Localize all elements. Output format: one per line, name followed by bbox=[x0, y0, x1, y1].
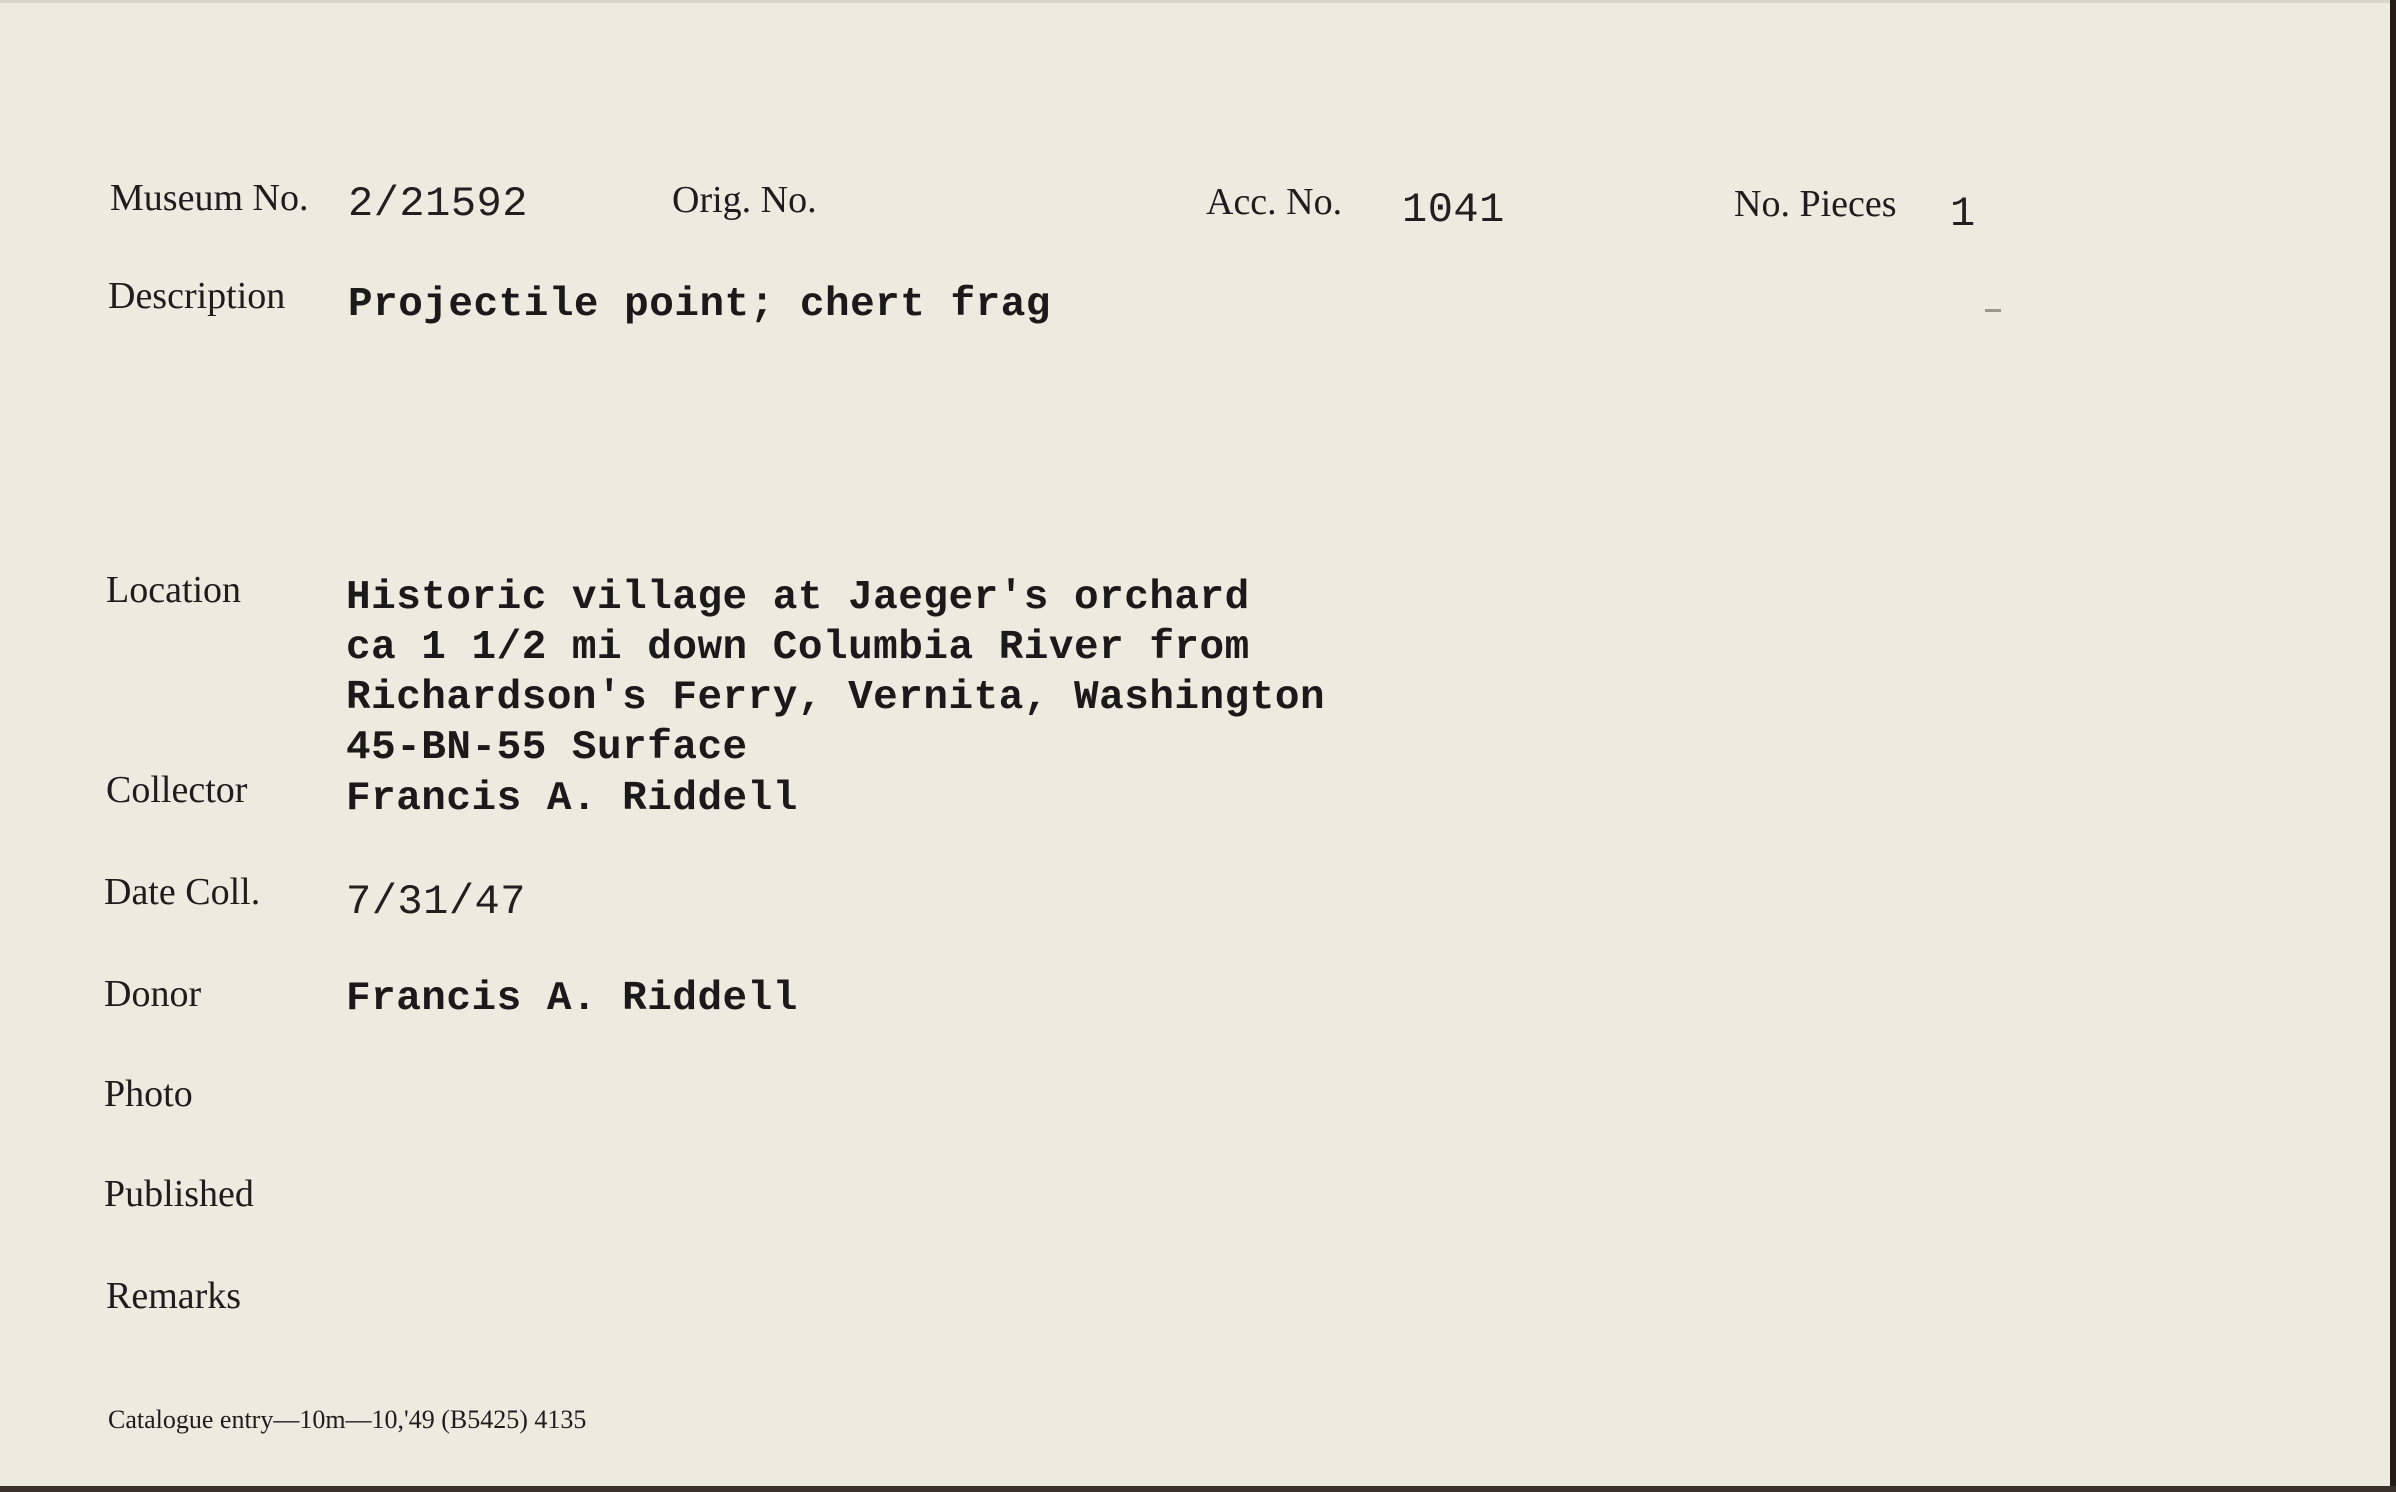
published-label: Published bbox=[104, 1173, 254, 1215]
donor-value: Francis A. Riddell bbox=[346, 976, 798, 1022]
museum-no-value: 2/21592 bbox=[348, 180, 528, 228]
description-value: Projectile point; chert frag bbox=[348, 282, 1051, 328]
location-line: 45-BN-55 Surface bbox=[346, 725, 748, 771]
location-line: ca 1 1/2 mi down Columbia River from bbox=[346, 625, 1250, 671]
acc-no-label: Acc. No. bbox=[1206, 181, 1343, 223]
collector-value: Francis A. Riddell bbox=[346, 776, 798, 822]
catalogue-footer: Catalogue entry—10m—10,'49 (B5425) 4135 bbox=[108, 1405, 587, 1434]
acc-no-value: 1041 bbox=[1402, 186, 1505, 234]
date-coll-label: Date Coll. bbox=[104, 871, 261, 913]
location-line: Historic village at Jaeger's orchard bbox=[346, 575, 1250, 621]
orig-no-label: Orig. No. bbox=[672, 179, 817, 221]
date-coll-value: 7/31/47 bbox=[346, 878, 526, 926]
location-line: Richardson's Ferry, Vernita, Washington bbox=[346, 675, 1326, 721]
location-label: Location bbox=[106, 569, 242, 611]
ink-speck bbox=[1985, 309, 2001, 312]
card-edge-right bbox=[2390, 0, 2396, 1492]
no-pieces-label: No. Pieces bbox=[1734, 183, 1897, 225]
collector-label: Collector bbox=[106, 769, 248, 811]
description-label: Description bbox=[108, 275, 286, 317]
photo-label: Photo bbox=[104, 1073, 193, 1115]
no-pieces-value: 1 bbox=[1950, 190, 1976, 238]
card-edge-bottom bbox=[0, 1486, 2396, 1492]
donor-label: Donor bbox=[104, 973, 202, 1015]
location-value bbox=[346, 573, 1325, 773]
museum-no-label: Museum No. bbox=[110, 177, 309, 219]
remarks-label: Remarks bbox=[106, 1275, 242, 1317]
